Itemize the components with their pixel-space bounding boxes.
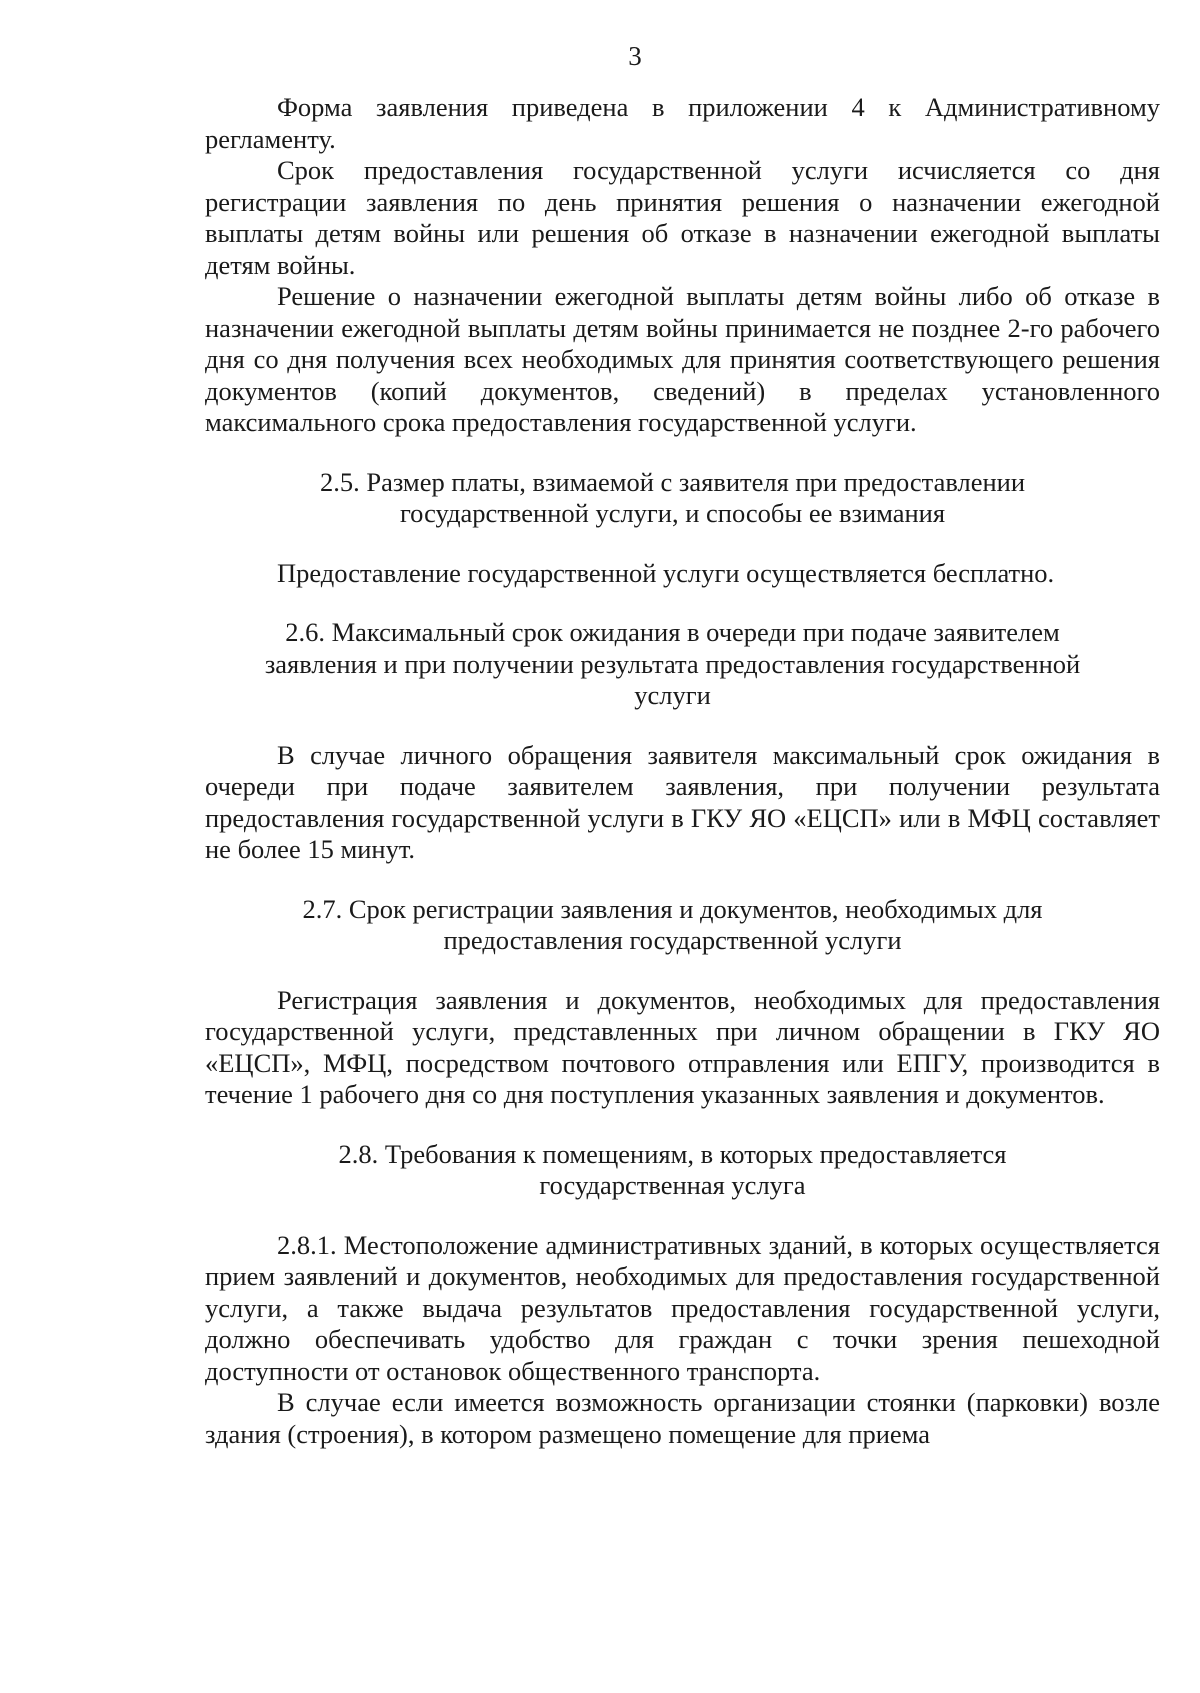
section-title-2-6: 2.6. Максимальный срок ожидания в очереди при подаче заявителем заявления и при получении результата предоставления государственной услуги xyxy=(264,617,1081,710)
paragraph-2-8-1-location: 2.8.1. Местоположение административных зданий, в которых осуществляется прием заявлений и документов, необходимых для предоставления государственной услуги, а также выдача результатов предоставления государственной услуги, должно обеспечивать удобство для граждан с точки зрения пешеходной доступности от остановок общественного транспорта. xyxy=(205,1229,1160,1386)
paragraph-queue-time: В случае личного обращения заявителя максимальный срок ожидания в очереди при подаче заявителем заявления, при получении результата предоставления государственной услуги в ГКУ ЯО «ЕЦСП» или в МФЦ составляет не более 15 минут. xyxy=(205,739,1160,864)
paragraph-parking: В случае если имеется возможность организации стоянки (парковки) возле здания (строения), в котором размещено помещение для приема xyxy=(205,1387,1160,1449)
paragraph-decision-deadline: Решение о назначении ежегодной выплаты детям войны либо об отказе в назначении ежегодной выплаты детям войны принимается не позднее 2-го рабочего дня со дня получения всех необходимых для принятия соответствующего решения документов (копий документов, сведений) в пределах установленного максимального срока предоставления государственной услуги. xyxy=(205,281,1160,437)
page-number: 3 xyxy=(628,41,642,71)
paragraph-registration-term: Регистрация заявления и документов, необходимых для предоставления государственной услуги, представленных при личном обращении в ГКУ ЯО «ЕЦСП», МФЦ, посредством почтового отправления или ЕПГУ, производится в течение 1 рабочего дня со дня поступления указанных заявления и документов. xyxy=(205,984,1160,1109)
paragraph-service-term: Срок предоставления государственной услуги исчисляется со дня регистрации заявления по день принятия решения о назначении ежегодной выплаты детям войны или решения об отказе в назначении ежегодной выплаты детям войны. xyxy=(205,155,1160,280)
section-title-2-7: 2.7. Срок регистрации заявления и документов, необходимых для предоставления государственной услуги xyxy=(302,893,1043,955)
section-title-2-5: 2.5. Размер платы, взимаемой с заявителя при предоставлении государственной услуги, и способы ее взимания xyxy=(319,466,1026,528)
paragraph-form-reference: Форма заявления приведена в приложении 4 к Административному регламенту. xyxy=(205,92,1160,154)
section-title-2-8: 2.8. Требования к помещениям, в которых предоставляется государственная услуга xyxy=(338,1138,1007,1200)
document-body xyxy=(205,92,1160,1450)
paragraph-free-of-charge: Предоставление государственной услуги осуществляется бесплатно. xyxy=(277,557,1055,588)
